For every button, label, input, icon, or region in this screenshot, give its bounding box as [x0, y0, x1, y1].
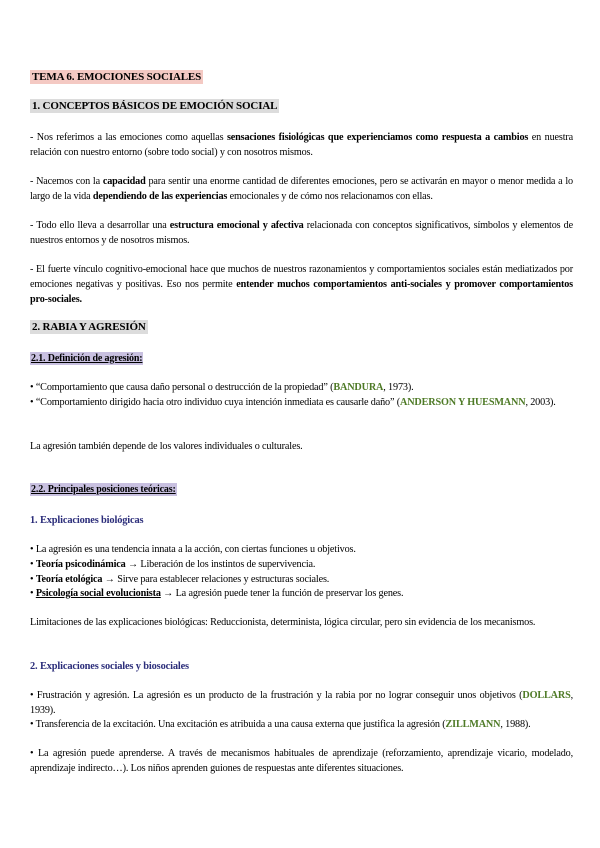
agresion-note: La agresión también depende de los valores individuales o culturales.: [30, 441, 303, 452]
section1-paragraph-2: - Nacemos con la capacidad para sentir una enorme cantidad de diferentes emociones, pero se activarán en mayor o menor medida a lo largo de la vida dependiendo de las experiencias emocionales y de cómo nos relacionamos con ellas.: [30, 176, 574, 202]
bio-bullet-3: • Teoría etológica → Sirve para establecer relaciones y estructuras sociales.: [30, 574, 330, 585]
subsection-2-2-heading: 2.2. Principales posiciones teóricas:: [31, 484, 176, 495]
definition-anderson: • “Comportamiento dirigido hacia otro individuo cuya intención inmediata es causarle daño” (ANDERSON Y HUESMANN, 2003).: [30, 397, 556, 408]
section1-paragraph-3: - Todo ello lleva a desarrollar una estructura emocional y afectiva relacionada con conceptos significativos, símbolos y elementos de nuestros entornos y de nosotros mismos.: [30, 220, 573, 246]
section1-paragraph-4: - El fuerte vínculo cognitivo-emocional hace que muchos de nuestros razonamientos y comportamientos sociales están mediatizados por emociones negativas y positivas. Eso nos permite entender muchos comportamientos anti-sociales y promover comportamientos pro-sociales.: [30, 264, 573, 305]
section1-heading: 1. CONCEPTOS BÁSICOS DE EMOCIÓN SOCIAL: [32, 100, 278, 112]
bio-bullet-1: • La agresión es una tendencia innata a la acción, con ciertas funciones u objetivos.: [30, 544, 356, 555]
author-anderson-huesmann: ANDERSON Y HUESMANN: [399, 397, 526, 408]
section2-heading: 2. RABIA Y AGRESIÓN: [32, 321, 146, 333]
social-bullet-3: • La agresión puede aprenderse. A través de mecanismos habituales de aprendizaje (reforzamiento, aprendizaje vicario, modelado, aprendizaje indirecto…). Los niños aprenden guiones de respuestas ante diferentes situaciones.: [30, 748, 573, 774]
biological-heading: 1. Explicaciones biológicas: [30, 515, 144, 526]
author-zillmann: ZILLMANN: [445, 719, 501, 730]
author-dollars: DOLLARS: [522, 690, 571, 701]
social-bullet-2: • Transferencia de la excitación. Una excitación es atribuida a una causa externa que justifica la agresión (ZILLMANN, 1988).: [30, 719, 531, 730]
bio-bullet-2: • Teoría psicodinámica → Liberación de los instintos de supervivencia.: [30, 559, 316, 570]
social-bullet-1: • Frustración y agresión. La agresión es un producto de la frustración y la rabia por no lograr conseguir unos objetivos (DOLLARS, 1939).: [30, 690, 573, 716]
social-heading: 2. Explicaciones sociales y biosociales: [30, 661, 189, 672]
document-title: [30, 70, 573, 85]
author-bandura: BANDURA: [333, 382, 384, 393]
definition-bandura: • “Comportamiento que causa daño personal o destrucción de la propiedad” (BANDURA, 1973).: [30, 382, 414, 393]
subsection-2-1-heading: 2.1. Definición de agresión:: [31, 353, 143, 364]
section1-paragraph-1: - Nos referimos a las emociones como aquellas sensaciones fisiológicas que experienciamos como respuesta a cambios en nuestra relación con nuestro entorno (sobre todo social) y con nosotros mismos.: [30, 132, 573, 158]
bio-bullet-4: • Psicología social evolucionista → La agresión puede tener la función de preservar los genes.: [30, 588, 404, 599]
title-highlight: TEMA 6. EMOCIONES SOCIALES: [32, 71, 202, 83]
bio-limitations: Limitaciones de las explicaciones biológicas: Reduccionista, determinista, lógica circular, pero sin evidencia de los mecanismos.: [30, 617, 536, 628]
